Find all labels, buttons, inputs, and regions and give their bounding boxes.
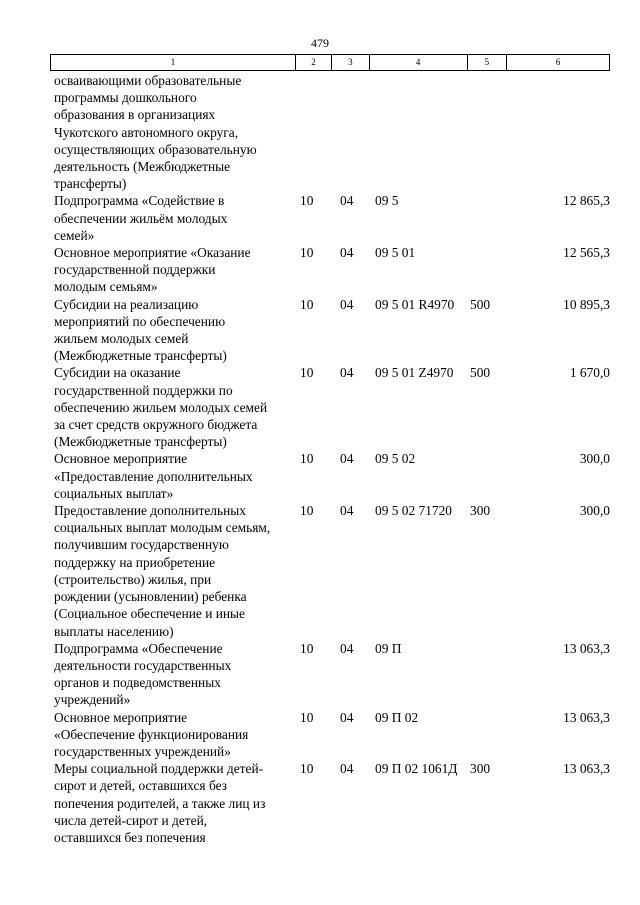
row-name: Предоставление дополнительных социальных выплат молодым семьям, получившим государственную поддержку на приобретение (строительство) жилья, при рождении (усыновлении) ребенка (Социальное обеспечение и иные выплаты населению) [54,503,271,639]
table-row [50,72,610,192]
row-subsection: 04 [340,245,354,261]
row-expense-type [470,72,510,192]
row-amount: 300,0 [579,503,610,519]
table-header [50,54,610,71]
row-subsection: 04 [340,761,354,777]
header-col-3: 3 [332,55,370,70]
row-amount: 13 063,3 [563,761,610,777]
table-row [50,192,610,244]
row-amount: 12 865,3 [563,193,610,209]
row-amount: 13 063,3 [563,709,610,725]
row-amount [510,72,610,192]
row-name: Подпрограмма «Содействие в обеспечении жильём молодых семей» [54,193,228,243]
header-col-6: 6 [555,57,561,67]
row-name: Подпрограмма «Обеспечение деятельности государственных органов и подведомственных учреждений» [54,640,232,708]
row-target-code: 09 П 02 [375,709,419,725]
table-row [50,640,610,709]
row-target-code: 09 5 01 Z4970 [375,365,454,381]
row-expense-type: 500 [470,365,491,381]
row-subsection: 04 [340,640,354,656]
row-expense-type [470,709,510,761]
row-target-code: 09 5 01 [375,245,416,261]
row-section: 10 [300,640,314,656]
row-expense-type [470,192,510,244]
row-expense-type [470,640,510,709]
row-amount: 10 895,3 [563,296,610,312]
header-col-2: 2 [296,55,332,70]
row-expense-type [470,244,510,296]
table-row [50,760,610,846]
row-subsection: 04 [340,296,354,312]
header-col-4: 4 [370,55,468,70]
row-subsection [340,72,375,192]
row-subsection: 04 [340,503,354,519]
page-number: 479 [311,36,329,50]
row-target-code: 09 5 02 71720 [375,503,452,519]
row-subsection: 04 [340,193,354,209]
row-target-code [375,72,470,192]
row-section [296,72,340,192]
row-name: Основное мероприятие «Предоставление дополнительных социальных выплат» [54,451,253,501]
row-section: 10 [300,709,314,725]
row-section: 10 [300,503,314,519]
row-section: 10 [300,451,314,467]
row-amount: 1 670,0 [569,365,610,381]
row-name: Меры социальной поддержки детей- сирот и детей, оставшихся без попечения родителей, а также лиц из числа детей-сирот и детей, оставшихся без попечения [54,761,266,845]
table-row [50,244,610,296]
table-row [50,364,610,450]
row-target-code: 09 П [375,640,402,656]
row-expense-type [470,450,510,502]
budget-table-body [50,72,610,846]
row-amount: 13 063,3 [563,640,610,656]
row-amount: 300,0 [579,451,610,467]
row-name: Основное мероприятие «Оказание государственной поддержки молодым семьям» [54,245,251,295]
row-target-code: 09 5 [375,193,399,209]
row-subsection: 04 [340,451,354,467]
header-col-1: 1 [51,55,296,70]
row-section: 10 [300,245,314,261]
row-section: 10 [300,365,314,381]
row-target-code: 09 5 01 R4970 [375,296,455,312]
table-row [50,709,610,761]
row-section: 10 [300,296,314,312]
row-subsection: 04 [340,365,354,381]
row-target-code: 09 П 02 1061Д [375,761,458,777]
row-name: осваивающими образовательные программы дошкольного образования в организациях Чукотского автономного округа, осуществляющих образовательную деятельность (Межбюджетные трансферты) [54,73,257,192]
row-expense-type: 300 [470,503,491,519]
row-name: Субсидии на оказание государственной поддержки по обеспечению жильем молодых семей за счет средств окружного бюджета (Межбюджетные трансферты) [54,365,268,450]
row-target-code: 09 5 02 [375,451,416,467]
row-name: Основное мероприятие «Обеспечение функционирования государственных учреждений» [54,709,249,759]
row-section: 10 [300,761,314,777]
table-row [50,450,610,502]
table-row [50,502,610,640]
row-expense-type: 300 [470,761,491,777]
row-name: Субсидии на реализацию мероприятий по обеспечению жильем молодых семей (Межбюджетные трансферты) [54,296,227,364]
row-amount: 12 565,3 [563,245,610,261]
table-row [50,296,610,365]
header-col-5: 5 [468,55,508,70]
row-subsection: 04 [340,709,354,725]
row-section: 10 [300,193,314,209]
row-expense-type: 500 [470,296,491,312]
